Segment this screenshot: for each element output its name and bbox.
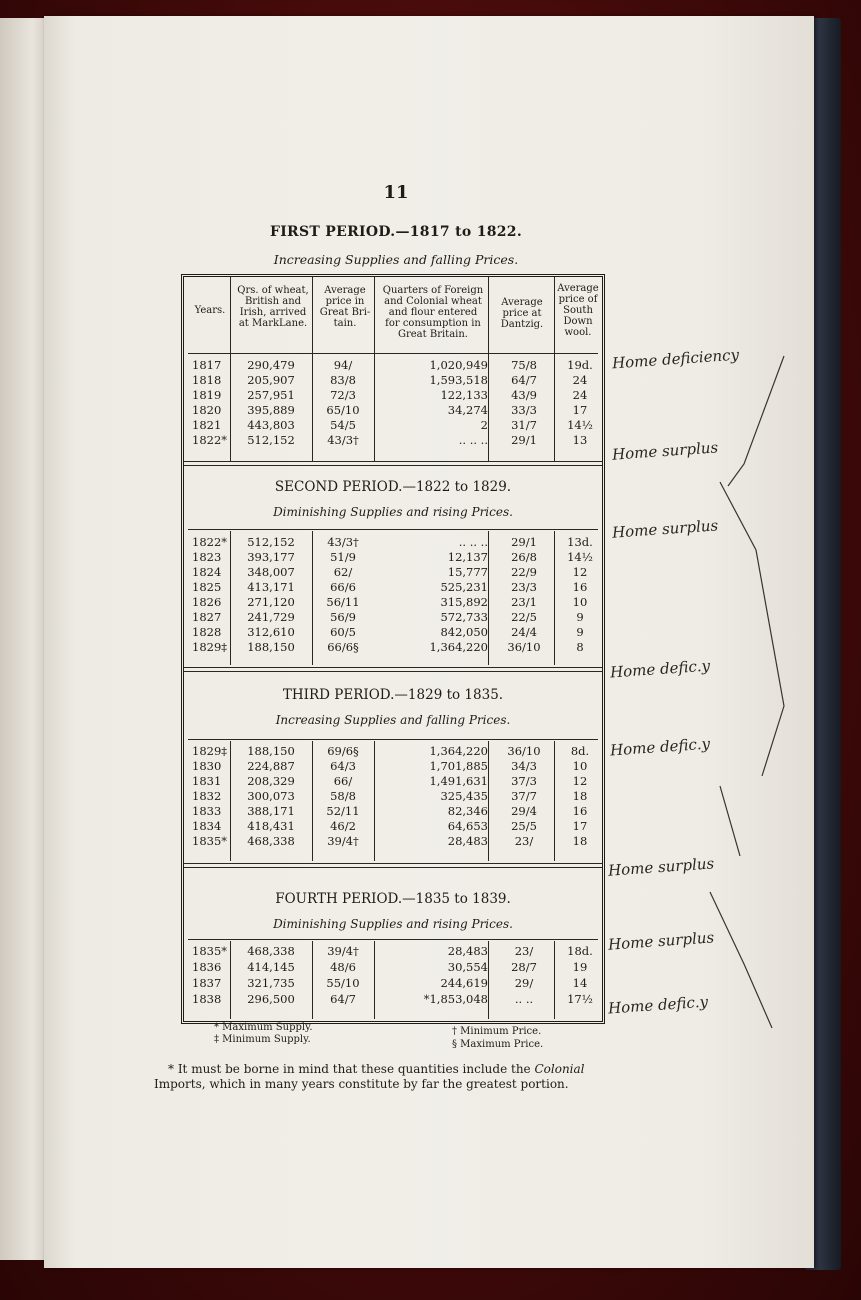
handwritten-note: Home surplus bbox=[607, 928, 715, 954]
handwritten-note: Home surplus bbox=[611, 438, 719, 464]
page-number: 11 bbox=[383, 182, 409, 203]
period-2-subtitle: Diminishing Supplies and rising Prices. bbox=[273, 505, 513, 519]
footnote-min-supply: ‡ Minimum Supply. bbox=[214, 1034, 311, 1045]
header-wheat: Qrs. of wheat, British and Irish, arrived at MarkLane. bbox=[237, 285, 309, 329]
handwritten-note: Home deficiency bbox=[611, 345, 740, 373]
header-dantzig: Average price at Dantzig. bbox=[500, 297, 544, 330]
period-4-title: FOURTH PERIOD.—1835 to 1839. bbox=[275, 891, 511, 907]
data-table: Years. Qrs. of wheat, British and Irish, arrived at MarkLane. Average price in Great Bri- tain. Quarters of Foreign and Colonial wheat and flour entered for consumption in Great Britain. Average price at Dantzig. Average price of South Down wool. 1817 290,479 94/ 1,020,949 75/8 19d. 1818 205,907 83/8 1,593,518 64/7 24 1819 257,951 72/3 122,133 43/9 24 1820 395,889 65/10 34,274 33/3 17 1821 443,803 54/5 2 31/7 14½ 1822* 512,152 43/3† .. .. .. 29/1 13 SECOND PERIOD.—1822 to 1829. Diminishing Supplies and rising Prices. 1822* 512,152 43/3† .. .. .. 29/1 13d. 1823 393,177 51/9 12,137 26/8 14½ 1824 348,007 62/ 15,777 22/9 12 1825 413,171 66/6 525,231 23/3 16 1826 271,120 56/11 315,892 23/1 10 1827 241,729 56/9 572,733 22/5 9 1828 312,610 60/5 842,050 24/4 9 1829‡ 188,150 66/6§ 1,364,220 36/10 8 THIRD PERIOD.—1829 to 1835. Increasing Supplies and falling Prices. 1829‡ 188,150 69/6§ 1,364,220 36/10 8d. 1830 224,887 64/3 1,701,885 34/3 10 1831 208,329 66/ 1,491,631 37/3 12 1832 300,073 58/8 325,435 37/7 18 1833 388,171 52/11 82,346 29/4 16 1834 418,431 46/2 64,653 25/5 17 1835* 468,338 39/4† 28,483 23/ 18 FOURTH PERIOD.—1835 to 1839. Diminishing Supplies and rising Prices. 1835* 468,338 39/4† 28,483 23/ 18d. 1836 414,145 48/6 30,554 28/7 19 1837 321,735 55/10 244,619 29/ 14 1838 296,500 64/7 *1,853,048 .. .. 17½ bbox=[181, 274, 605, 1024]
ink-bracket-lines bbox=[44, 16, 814, 1268]
period-1-title: FIRST PERIOD.—1817 to 1822. bbox=[269, 224, 523, 240]
period-3-subtitle: Increasing Supplies and falling Prices. bbox=[275, 713, 511, 727]
footnote-max-supply: * Maximum Supply. bbox=[214, 1022, 313, 1033]
handwritten-note: Home defic.y bbox=[609, 656, 711, 682]
header-wool: Average price of South Down wool. bbox=[557, 283, 599, 338]
handwritten-note: Home defic.y bbox=[607, 992, 709, 1018]
header-foreign: Quarters of Foreign and Colonial wheat and flour entered for consumption in Great Britain. bbox=[382, 285, 484, 340]
period-3-title: THIRD PERIOD.—1829 to 1835. bbox=[282, 687, 504, 703]
handwritten-note: Home surplus bbox=[607, 854, 715, 880]
footnote-max-price: § Maximum Price. bbox=[452, 1039, 544, 1050]
header-years: Years. bbox=[194, 305, 226, 316]
closing-note: * It must be borne in mind that these quantities include the Colonial Imports, which in many years constitute by far the greatest portion. bbox=[154, 1062, 585, 1091]
period-4-subtitle: Diminishing Supplies and rising Prices. bbox=[273, 917, 513, 931]
left-page-edge bbox=[0, 18, 46, 1260]
period-1-subtitle: Increasing Supplies and falling Prices. bbox=[273, 252, 519, 267]
handwritten-note: Home defic.y bbox=[609, 734, 711, 760]
period-2-title: SECOND PERIOD.—1822 to 1829. bbox=[274, 479, 512, 495]
handwritten-note: Home surplus bbox=[611, 516, 719, 542]
header-price: Average price in Great Bri- tain. bbox=[319, 285, 371, 329]
book-page bbox=[44, 16, 814, 1268]
footnote-min-price: † Minimum Price. bbox=[452, 1026, 542, 1037]
